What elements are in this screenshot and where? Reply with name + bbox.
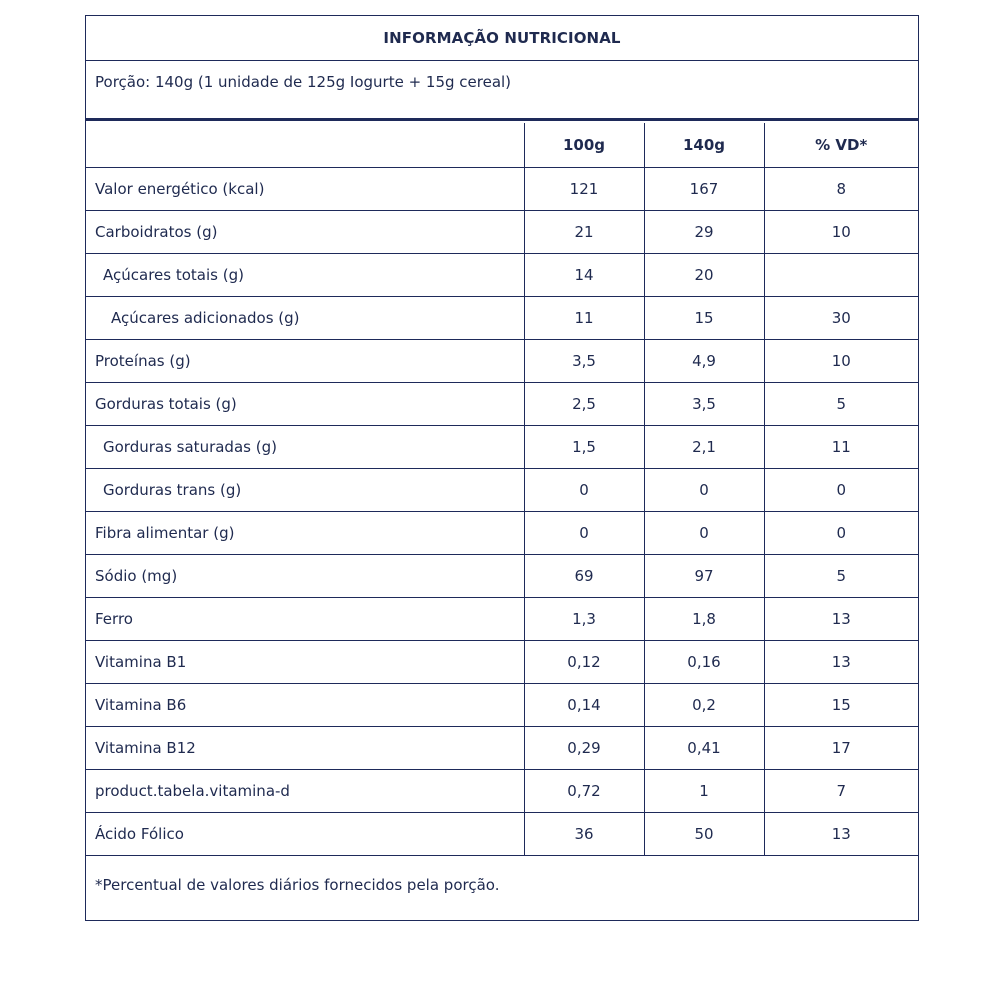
table-row	[86, 597, 918, 640]
daily-value-percent: 10	[764, 339, 918, 382]
value-per-140g: 50	[644, 812, 764, 855]
nutrient-name: Fibra alimentar (g)	[86, 511, 524, 554]
column-header-daily-value: % VD*	[764, 123, 918, 167]
footnote: *Percentual de valores diários fornecidos pela porção.	[95, 876, 500, 894]
column-header-nutrient	[86, 123, 524, 167]
table-row	[86, 296, 918, 339]
nutrient-name: Carboidratos (g)	[86, 210, 524, 253]
value-per-100g: 21	[524, 210, 644, 253]
table-row	[86, 339, 918, 382]
table-row	[86, 210, 918, 253]
column-header-140g: 140g	[644, 123, 764, 167]
value-per-140g: 0,16	[644, 640, 764, 683]
value-per-140g: 3,5	[644, 382, 764, 425]
value-per-100g: 14	[524, 253, 644, 296]
table-row	[86, 640, 918, 683]
nutrition-table-title: INFORMAÇÃO NUTRICIONAL	[86, 16, 918, 61]
nutrient-name: Gorduras totais (g)	[86, 382, 524, 425]
value-per-140g: 20	[644, 253, 764, 296]
daily-value-percent: 15	[764, 683, 918, 726]
value-per-140g: 0,41	[644, 726, 764, 769]
table-row	[86, 167, 918, 210]
value-per-140g: 1	[644, 769, 764, 812]
value-per-100g: 1,5	[524, 425, 644, 468]
nutrient-name: Ferro	[86, 597, 524, 640]
daily-value-percent: 5	[764, 382, 918, 425]
value-per-140g: 0,2	[644, 683, 764, 726]
value-per-140g: 1,8	[644, 597, 764, 640]
value-per-100g: 0,29	[524, 726, 644, 769]
value-per-140g: 2,1	[644, 425, 764, 468]
value-per-100g: 0,12	[524, 640, 644, 683]
nutrient-name: Valor energético (kcal)	[86, 167, 524, 210]
value-per-100g: 3,5	[524, 339, 644, 382]
table-row	[86, 253, 918, 296]
table-header-row	[86, 123, 918, 167]
daily-value-percent: 17	[764, 726, 918, 769]
value-per-100g: 2,5	[524, 382, 644, 425]
value-per-100g: 1,3	[524, 597, 644, 640]
portion-info: Porção: 140g (1 unidade de 125g Iogurte + 15g cereal)	[86, 61, 918, 121]
nutrient-name: Sódio (mg)	[86, 554, 524, 597]
value-per-100g: 0	[524, 511, 644, 554]
nutrient-name: Vitamina B1	[86, 640, 524, 683]
daily-value-percent	[764, 253, 918, 296]
table-row	[86, 554, 918, 597]
value-per-140g: 15	[644, 296, 764, 339]
value-per-100g: 0,14	[524, 683, 644, 726]
daily-value-percent: 10	[764, 210, 918, 253]
value-per-140g: 97	[644, 554, 764, 597]
nutrient-name: Proteínas (g)	[86, 339, 524, 382]
nutrient-name: Ácido Fólico	[86, 812, 524, 855]
daily-value-percent: 30	[764, 296, 918, 339]
nutrition-table	[86, 123, 918, 856]
nutrient-name: product.tabela.vitamina-d	[86, 769, 524, 812]
value-per-140g: 29	[644, 210, 764, 253]
daily-value-percent: 11	[764, 425, 918, 468]
table-row	[86, 511, 918, 554]
value-per-140g: 167	[644, 167, 764, 210]
nutrient-name: Açúcares adicionados (g)	[86, 296, 524, 339]
daily-value-percent: 0	[764, 511, 918, 554]
nutrient-name: Vitamina B6	[86, 683, 524, 726]
daily-value-percent: 0	[764, 468, 918, 511]
nutrition-facts-panel	[85, 15, 919, 921]
value-per-100g: 0	[524, 468, 644, 511]
table-row	[86, 425, 918, 468]
daily-value-percent: 13	[764, 640, 918, 683]
daily-value-percent: 8	[764, 167, 918, 210]
daily-value-percent: 5	[764, 554, 918, 597]
table-row	[86, 769, 918, 812]
daily-value-percent: 13	[764, 812, 918, 855]
value-per-140g: 0	[644, 468, 764, 511]
table-row	[86, 812, 918, 855]
table-row	[86, 468, 918, 511]
nutrient-name: Vitamina B12	[86, 726, 524, 769]
value-per-100g: 0,72	[524, 769, 644, 812]
value-per-100g: 69	[524, 554, 644, 597]
column-header-100g: 100g	[524, 123, 644, 167]
nutrient-name: Açúcares totais (g)	[86, 253, 524, 296]
daily-value-percent: 13	[764, 597, 918, 640]
table-row	[86, 382, 918, 425]
value-per-100g: 121	[524, 167, 644, 210]
value-per-140g: 4,9	[644, 339, 764, 382]
nutrient-name: Gorduras trans (g)	[86, 468, 524, 511]
daily-value-percent: 7	[764, 769, 918, 812]
value-per-140g: 0	[644, 511, 764, 554]
nutrient-name: Gorduras saturadas (g)	[86, 425, 524, 468]
table-row	[86, 683, 918, 726]
value-per-100g: 36	[524, 812, 644, 855]
table-row	[86, 726, 918, 769]
value-per-100g: 11	[524, 296, 644, 339]
